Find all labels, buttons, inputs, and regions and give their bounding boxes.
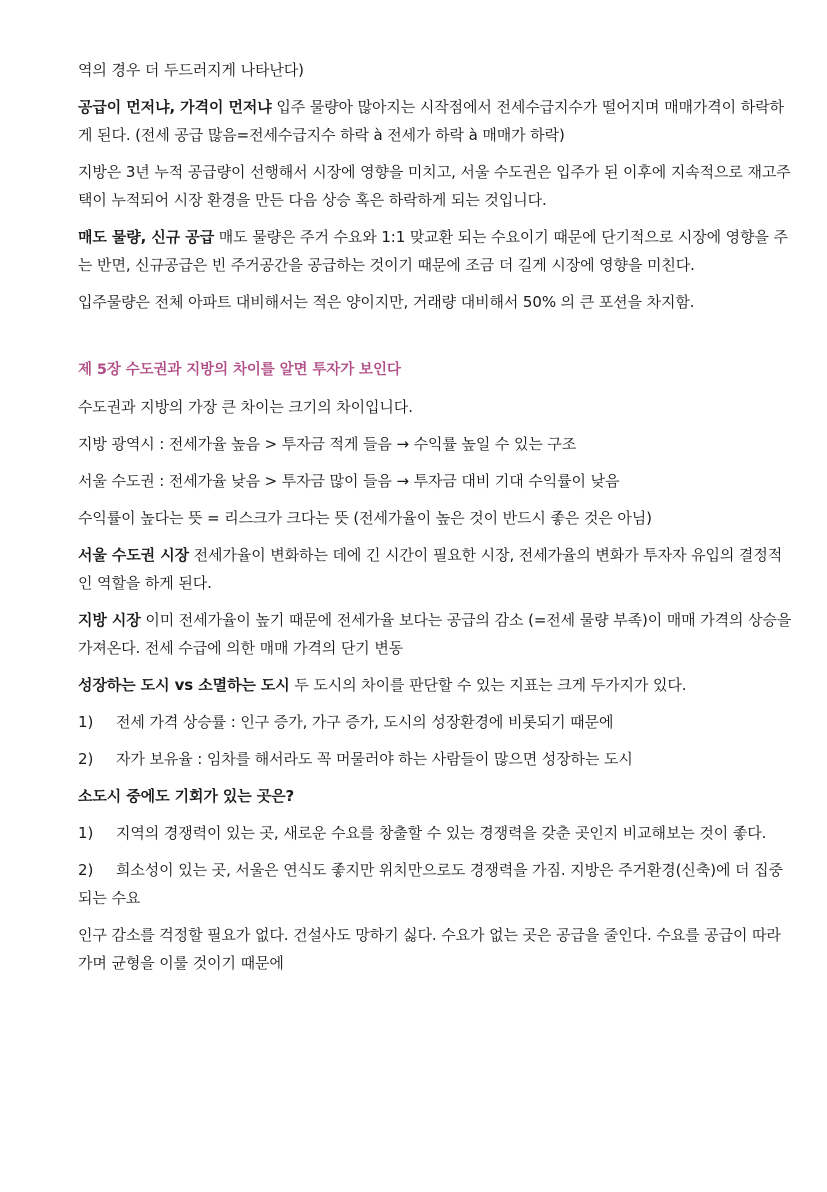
paragraph-supply-or-price [78,93,793,149]
paragraph-body: 두 도시의 차이를 판단할 수 있는 지표는 크게 두가지가 있다. [289,676,687,694]
paragraph-heading-bold: 소도시 중에도 기회가 있는 곳은? [78,787,295,805]
paragraph-regional-supply: 지방은 3년 누적 공급량이 선행해서 시장에 영향을 미치고, 서울 수도권은 입주가 된 이후에 지속적으로 재고주택이 누적되어 시장 환경을 만든 다음 상승 혹은 하락하게 되는 것입니다. [78,163,791,209]
paragraph-seoul-market [78,541,793,597]
paragraph-population-decline: 인구 감소를 걱정할 필요가 없다. 건설사도 망하기 싫다. 수요가 없는 곳은 공급을 줄인다. 수요를 공급이 따라가며 균형을 이룰 것이기 때문에 [78,926,781,972]
paragraph-body: 이미 전세가율이 높기 때문에 전세가율 보다는 공급의 감소 (=전세 물량 부족)이 매매 가격의 상승을 가져온다. 전세 수급에 의한 매매 가격의 단기 변동 [78,611,792,657]
paragraph-size-difference: 수도권과 지방의 가장 큰 차이는 크기의 차이입니다. [78,398,413,416]
paragraph-growing-city [78,671,793,699]
list-item [78,708,793,736]
list-text: 희소성이 있는 곳, 서울은 연식도 좋지만 위치만으로도 경쟁력을 가짐. 지방은 주거환경(신축)에 더 집중되는 수요 [78,861,783,907]
paragraph-heading-bold: 공급이 먼저냐, 가격이 먼저냐 [78,98,272,116]
list-text: 지역의 경쟁력이 있는 곳, 새로운 수요를 창출할 수 있는 경쟁력을 갖춘 곳인지 비교해보는 것이 좋다. [116,824,767,842]
list-number: 1) [78,713,94,731]
chapter-heading: 제 5장 수도권과 지방의 차이를 알면 투자가 보인다 [78,362,401,378]
paragraph-heading-bold: 성장하는 도시 vs 소멸하는 도시 [78,676,290,694]
list-item [78,856,793,912]
list-text: 전세 가격 상승률 : 인구 증가, 가구 증가, 도시의 성장환경에 비롯되기 때문에 [116,713,614,731]
list-item [78,819,793,847]
paragraph-risk: 수익률이 높다는 뜻 = 리스크가 크다는 뜻 (전세가율이 높은 것이 반드시 좋은 것은 아님) [78,509,652,527]
paragraph-local-market [78,606,793,662]
list-text: 자가 보유율 : 임차를 해서라도 꼭 머물러야 하는 사람들이 많으면 성장하는 도시 [116,750,633,768]
paragraph-heading-bold: 지방 시장 [78,611,141,629]
paragraph-sale-volume [78,223,793,279]
list-number: 2) [78,861,94,879]
paragraph-local-metro: 지방 광역시 : 전세가율 높음 > 투자금 적게 들음 → 수익률 높일 수 있는 구조 [78,435,577,453]
paragraph-heading-bold: 매도 물량, 신규 공급 [78,228,215,246]
paragraph-body: 매도 물량은 주거 수요와 1:1 맞교환 되는 수요이기 때문에 단기적으로 시장에 영향을 주는 반면, 신규공급은 빈 주거공간을 공급하는 것이기 때문에 조금 더 길게 시장에 영향을 미친다. [78,228,788,274]
list-number: 1) [78,824,94,842]
paragraph-0: 역의 경우 더 두드러지게 나타난다) [78,61,304,79]
list-item [78,745,793,773]
paragraph-move-in-volume: 입주물량은 전체 아파트 대비해서는 적은 양이지만, 거래량 대비해서 50% 의 큰 포션을 차지함. [78,293,695,311]
paragraph-small-city-heading [78,782,793,810]
list-number: 2) [78,750,94,768]
paragraph-body: 입주 물량아 많아지는 시작점에서 전세수급지수가 떨어지며 매매가격이 하락하게 된다. (전세 공급 많음=전세수급지수 하락 à 전세가 하락 à 매매가 하락) [78,98,784,144]
paragraph-body: 전세가율이 변화하는 데에 긴 시간이 필요한 시장, 전세가율의 변화가 투자자 유입의 결정적인 역할을 하게 된다. [78,546,783,592]
paragraph-seoul-metro: 서울 수도권 : 전세가율 낮음 > 투자금 많이 들음 → 투자금 대비 기대 수익률이 낮음 [78,472,620,490]
paragraph-heading-bold: 서울 수도권 시장 [78,546,189,564]
